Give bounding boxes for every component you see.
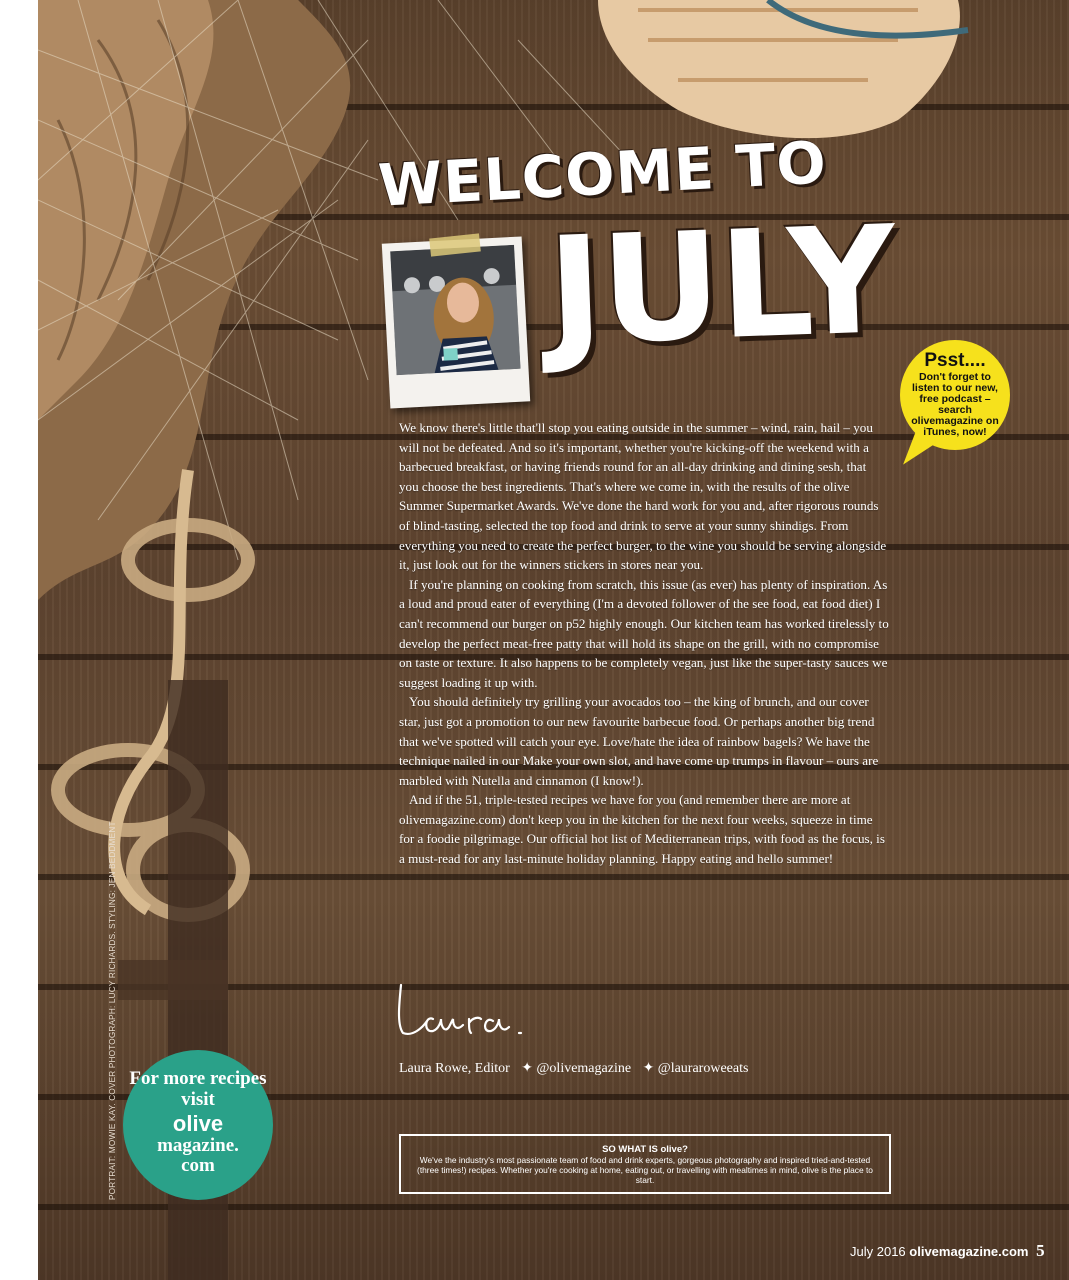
letter-paragraph-4: And if the 51, triple-tested recipes we have for you (and remember there are more at olivemagazine.com) don't keep you in the kitchen for the next four weeks, squeeze in time for a foodie pilgrimage. Our official hot list of Mediterranean trips, with food as the focus, is a must-read for any last-minute holiday planning. Happy eating and hello summer! — [399, 792, 885, 867]
editor-letter — [399, 418, 889, 869]
editor-credit — [399, 1060, 748, 1077]
recipes-badge[interactable] — [123, 1050, 273, 1200]
letter-paragraph-2: If you're planning on cooking from scratch, this issue (as ever) has plenty of inspiration. As a loud and proud eater of everything (I'm a devoted follower of the see food, eat food diet) I can't recommend our burger on p52 highly enough. Our kitchen team has worked tirelessly to develop the perfect meat-free patty that will hold its shape on the grill, with no compromise on taste or texture. It also happens to be completely vegan, just like the super-tasty sauces we suggest loading it up with. — [399, 576, 889, 690]
what-is-heading: SO WHAT IS olive? — [602, 1144, 688, 1155]
letter-paragraph-3: You should definitely try grilling your avocados too – the king of brunch, and our cover star, just got a promotion to our new favourite barbecue food. Or perhaps another big trend that we've spotted will catch your eye. Love/hate the idea of rainbow bagels? We have the technique nailed in our Make your own slot, and have come up trumps in flavour – ours are marbled with Nutella and cinnamon (I know!). — [399, 694, 879, 788]
bubble-heading: Psst.... — [924, 350, 986, 371]
footer-date: July 2016 — [850, 1244, 906, 1259]
twitter-bird-icon: ✦ — [521, 1061, 534, 1076]
title-july: JULY — [545, 194, 897, 378]
page-number: 5 — [1036, 1241, 1045, 1260]
editor-portrait-image — [390, 245, 520, 375]
page-footer — [850, 1241, 1045, 1261]
twitter-olivemagazine[interactable] — [521, 1060, 631, 1077]
twitter-handle-1: @olivemagazine — [536, 1061, 632, 1076]
podcast-speech-bubble — [900, 340, 1010, 450]
twitter-handle-2: @lauraroweeats — [657, 1061, 749, 1076]
portrait-illustration — [390, 245, 520, 375]
footer-site: olivemagazine.com — [909, 1244, 1029, 1259]
magazine-page — [38, 0, 1069, 1280]
badge-brand: olive — [172, 1111, 224, 1136]
editor-signature — [393, 975, 553, 1045]
photo-credit: PORTRAIT: MOWIE KAY. COVER PHOTOGRAPH: LUCY RICHARDS. STYLING: JEN BEDDMENT — [108, 821, 117, 1200]
badge-line1: For more recipes visit — [129, 1068, 267, 1110]
badge-line3: com — [181, 1155, 215, 1176]
bubble-text: Don't forget to listen to our new, free podcast – search olivemagazine on iTunes, now! — [911, 371, 999, 438]
twitter-bird-icon: ✦ — [642, 1061, 655, 1076]
letter-paragraph-1: We know there's little that'll stop you eating outside in the summer – wind, rain, hail – you will not be defeated. And so it's important, whether you're kicking-off the weekend with a barbecued breakfast, or having friends round for an all-day drinking and dining sesh, that you choose the best ingredients. That's where we come in, with the results of the olive Summer Supermarket Awards. We've done the hard work for you and, after rigorous rounds of blind-tasting, selected the top food and drink to serve at your sunny shindigs. From everything you need to create the perfect burger, to the wine you should be serving alongside it, just look out for the winners stickers in stores near you. — [399, 420, 887, 573]
badge-line2: magazine. — [157, 1135, 239, 1156]
what-is-olive-box — [399, 1134, 891, 1194]
title-welcome-to: WELCOME TO — [376, 128, 829, 220]
twitter-lauraroweeats[interactable] — [643, 1060, 749, 1077]
editor-polaroid-photo — [382, 236, 530, 408]
editor-name: Laura Rowe, Editor — [399, 1061, 510, 1076]
what-is-text: We've the industry's most passionate team of food and drink experts, gorgeous photography and inspired tried-and-tested (three times!) recipes. Whether you're cooking at home, eating out, or travelling with mealtimes in mind, olive is the place to start. — [417, 1155, 873, 1185]
